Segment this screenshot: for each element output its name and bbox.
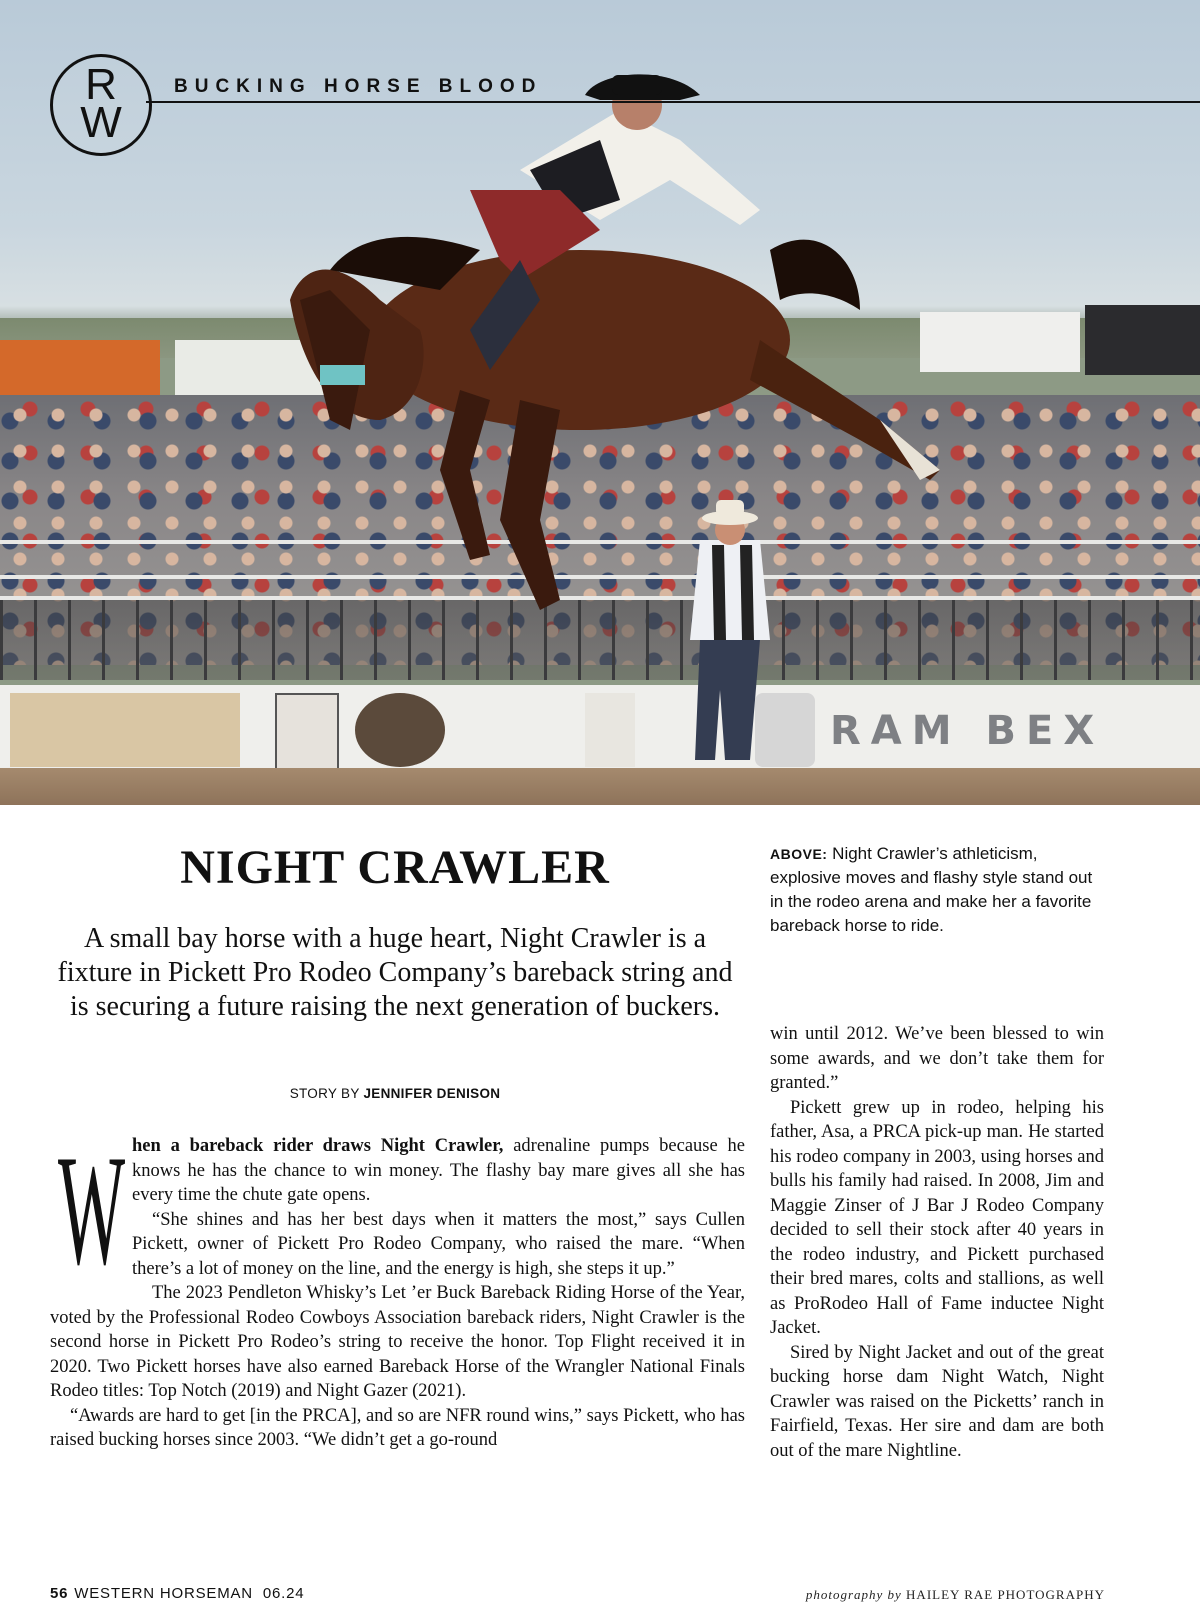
page-number: 56 — [50, 1585, 69, 1602]
byline-author: JENNIFER DENISON — [363, 1086, 501, 1101]
body-paragraph: Sired by Night Jacket and out of the great bucking horse dam Night Watch, Night Crawler was raised on the Picketts’ ranch in Fairfield, Texas. Her sire and dam are both out of the mare Nightline. — [770, 1342, 1104, 1461]
article-dek: A small bay horse with a huge heart, Night Crawler is a fixture in Pickett Pro Rodeo Company’s bareback string and is securing a future raising the next generation of buckers. — [57, 923, 733, 1022]
bucking-horse-and-rider — [0, 0, 1200, 805]
ram-wordmark: RAM BEX — [830, 708, 1105, 754]
body-paragraph: win until 2012. We’ve been blessed to win some awards, and we don’t take them for granted.” — [770, 1024, 1104, 1093]
issue-date: 06.24 — [262, 1585, 305, 1602]
photo-caption — [770, 842, 1100, 938]
photo-credit — [806, 1587, 1105, 1603]
rw-logo — [50, 54, 152, 156]
lead-text: adrenaline pumps because he knows he has the chance to win money. The flashy bay mare gives all she has every time the chute gate opens. — [132, 1136, 745, 1205]
caption-label: ABOVE: — [770, 846, 828, 862]
body-paragraph: “Awards are hard to get [in the PRCA], and so are NFR round wins,” says Pickett, who has raised bucking horses since 2003. “We didn’t get a go-round — [50, 1405, 745, 1450]
byline-prefix: STORY BY — [289, 1086, 360, 1101]
body-paragraph: Pickett grew up in rodeo, helping his father, Asa, a PRCA pick-up man. He started his rodeo company in 2003, using horses and bulls his family had raised. In 2008, Jim and Maggie Zinser of J Bar J Rodeo Company decided to sell their stock after 40 years in the rodeo industry, and Pickett purchased their bred mares, colts and stallions, as well as ProRodeo Hall of Fame inductee Night Jacket. — [770, 1097, 1104, 1338]
credit-prefix: photography by — [805, 1587, 902, 1602]
logo-letter-r: R — [85, 60, 117, 109]
credit-name: HAILEY RAE PHOTOGRAPHY — [906, 1587, 1105, 1602]
article-headline: NIGHT CRAWLER — [180, 841, 610, 894]
body-column-left — [50, 1123, 745, 1453]
body-paragraph: The 2023 Pendleton Whisky’s Let ’er Buck Bareback Riding Horse of the Year, voted by the Professional Rodeo Cowboys Association bareback riders, Night Crawler is the second horse in Pickett Pro Rodeo’s string to receive the honor. Top Flight received it in 2020. Two Pickett horses have also earned Bareback Horse of the Wrangler National Finals Rodeo titles: Top Notch (2019) and Night Gazer (2021). — [50, 1283, 745, 1401]
hero-photo — [0, 0, 1200, 805]
byline — [50, 1086, 740, 1101]
magazine-name: WESTERN HORSEMAN — [74, 1585, 253, 1602]
page-folio — [50, 1585, 304, 1602]
caption-text: Night Crawler’s athleticism, explosive moves and flashy style stand out in the rodeo arena and make her a favorite bareback horse to ride. — [770, 844, 1093, 935]
logo-letter-w: W — [80, 98, 122, 147]
body-column-right — [770, 1022, 1104, 1463]
drop-cap: W — [58, 1123, 126, 1298]
lead-paragraph — [50, 1134, 745, 1208]
section-label: BUCKING HORSE BLOOD — [174, 76, 543, 97]
body-paragraph: “She shines and has her best days when it matters the most,” says Cullen Pickett, owner of Pickett Pro Rodeo Company, who raised the mare. “When there’s a lot of money on the line, and the energy is high, she steps it up.” — [132, 1209, 745, 1279]
section-rule — [146, 101, 1200, 103]
lead-in: hen a bareback rider draws Night Crawler, — [132, 1136, 504, 1156]
